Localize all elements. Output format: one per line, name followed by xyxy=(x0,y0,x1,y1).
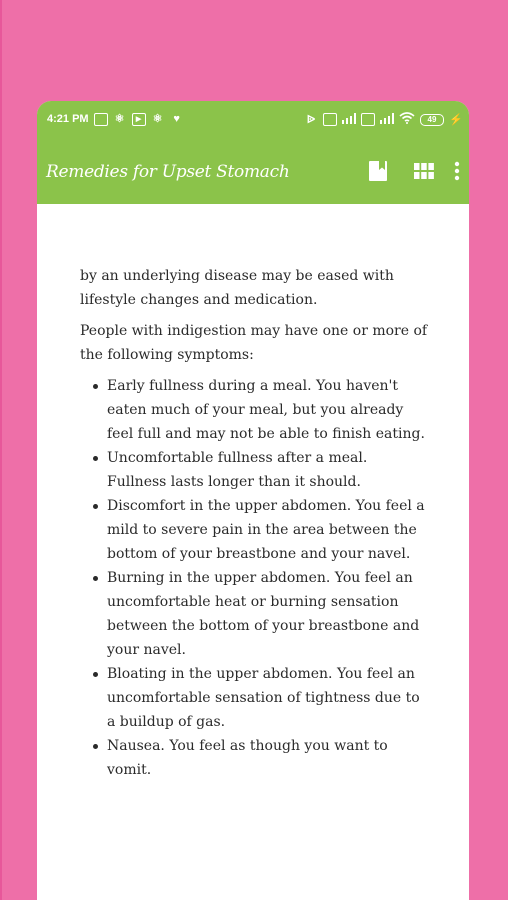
list-item: Uncomfortable fullness after a meal. Fullness lasts longer than it should. xyxy=(107,446,430,494)
list-item: Burning in the upper abdomen. You feel an uncomfortable heat or burning sensation between the bottom of your breastbone and your navel. xyxy=(107,566,430,662)
heart-icon: ♥ xyxy=(173,113,180,125)
bluetooth-icon: ᐉ xyxy=(306,113,316,126)
app-title: Remedies for Upset Stomach xyxy=(46,162,290,182)
more-options-button[interactable] xyxy=(451,161,463,185)
signal-icon xyxy=(342,113,356,127)
wifi-icon xyxy=(399,112,415,127)
article-paragraph: by an underlying disease may be eased with lifestyle changes and medication. xyxy=(80,268,394,308)
status-right xyxy=(304,112,463,127)
battery-level: 49 xyxy=(427,114,437,124)
status-bar xyxy=(37,101,469,141)
bookmark-icon xyxy=(369,161,387,186)
list-item: Nausea. You feel as though you want to vomit. xyxy=(107,734,430,782)
symptom-list xyxy=(80,374,430,782)
list-item: Early fullness during a meal. You haven't eaten much of your meal, but you already feel full and may not be able to finish eating. xyxy=(107,374,430,446)
volte-icon xyxy=(323,113,337,126)
sync-icon: ⚛ xyxy=(152,113,163,125)
article-content xyxy=(80,264,430,782)
status-left xyxy=(47,112,184,126)
charging-icon: ⚡ xyxy=(449,113,463,126)
bookmark-button[interactable] xyxy=(365,161,391,185)
battery-icon xyxy=(420,114,444,126)
list-item: Discomfort in the upper abdomen. You feel a mild to severe pain in the area between the bottom of your breastbone and your navel. xyxy=(107,494,430,566)
more-vert-icon xyxy=(454,161,460,186)
app-bar xyxy=(37,141,469,204)
app-bar-actions xyxy=(345,161,463,185)
grid-icon xyxy=(414,163,434,184)
signal-icon xyxy=(380,113,394,127)
volte-icon xyxy=(361,113,375,126)
status-time: 4:21 PM xyxy=(47,113,89,125)
play-store-icon: ▶ xyxy=(132,113,146,126)
phone-screen xyxy=(37,101,469,900)
background-edge xyxy=(0,0,2,900)
notification-icon xyxy=(94,113,108,126)
list-item: Bloating in the upper abdomen. You feel an uncomfortable sensation of tightness due to a buildup of gas. xyxy=(107,662,430,734)
grid-view-button[interactable] xyxy=(411,161,437,185)
article-paragraph: People with indigestion may have one or more of the following symptoms: xyxy=(80,323,428,363)
sync-icon: ⚛ xyxy=(114,113,125,125)
